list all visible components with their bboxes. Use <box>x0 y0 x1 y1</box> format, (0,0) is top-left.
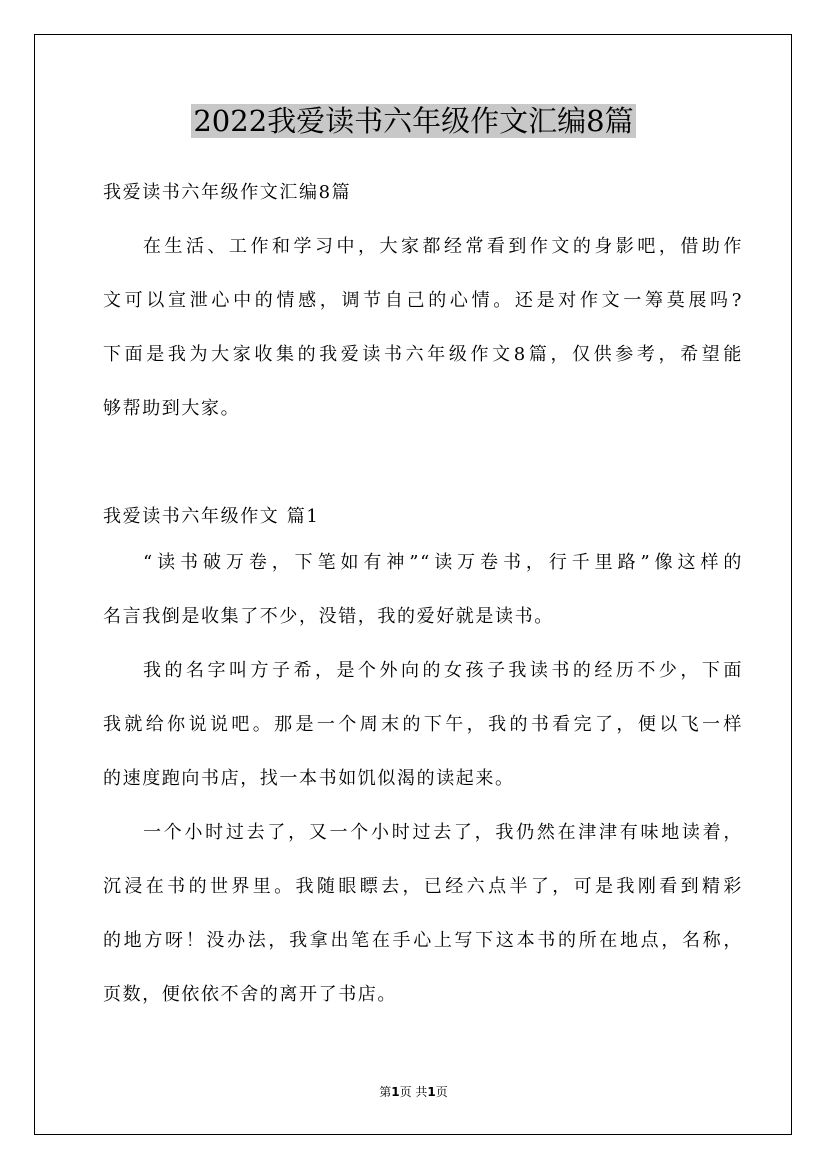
p1-line-2: 名言我倒是收集了不少，没错，我的爱好就是读书。 <box>103 606 554 627</box>
p3-line-3: 的地方呀！没办法，我拿出笔在手心上写下这本书的所在地点，名称， <box>103 930 743 951</box>
p3-line-1: 一个小时过去了，又一个小时过去了，我仍然在津津有味地读着， <box>143 822 743 843</box>
section-heading: 我爱读书六年级作文 篇1 <box>103 506 320 527</box>
page-mid: 页 共 <box>399 1085 428 1099</box>
p2-line-3: 的速度跑向书店，找一本书如饥似渴的读起来。 <box>103 768 515 789</box>
document-body <box>103 174 743 1013</box>
page-footer <box>0 1083 827 1100</box>
p2-line-2: 我就给你说说吧。那是一个周末的下午，我的书看完了，便以飞一样 <box>103 714 743 735</box>
p1-line-1: “读书破万卷，下笔如有神”“读万卷书，行千里路”像这样的 <box>143 552 743 573</box>
page-prefix: 第 <box>379 1085 392 1099</box>
p2-line-1: 我的名字叫方子希，是个外向的女孩子我读书的经历不少，下面 <box>143 660 743 681</box>
intro-line-3: 下面是我为大家收集的我爱读书六年级作文8篇，仅供参考，希望能 <box>103 344 743 365</box>
document-title-text: 2022我爱读书六年级作文汇编8篇 <box>193 104 634 138</box>
page-number: 1 <box>391 1085 400 1099</box>
page-total: 1 <box>427 1085 436 1099</box>
intro-line-1: 在生活、工作和学习中，大家都经常看到作文的身影吧，借助作 <box>143 236 743 257</box>
intro-line-4: 够帮助到大家。 <box>103 398 241 419</box>
document-subtitle: 我爱读书六年级作文汇编8篇 <box>103 182 352 203</box>
p3-line-4: 页数，便依依不舍的离开了书店。 <box>103 984 397 1005</box>
intro-line-2: 文可以宣泄心中的情感，调节自己的心情。还是对作文一筹莫展吗? <box>103 290 743 311</box>
document-title <box>0 101 827 141</box>
p3-line-2: 沉浸在书的世界里。我随眼瞟去，已经六点半了，可是我刚看到精彩 <box>103 876 743 897</box>
page-suffix: 页 <box>435 1085 448 1099</box>
